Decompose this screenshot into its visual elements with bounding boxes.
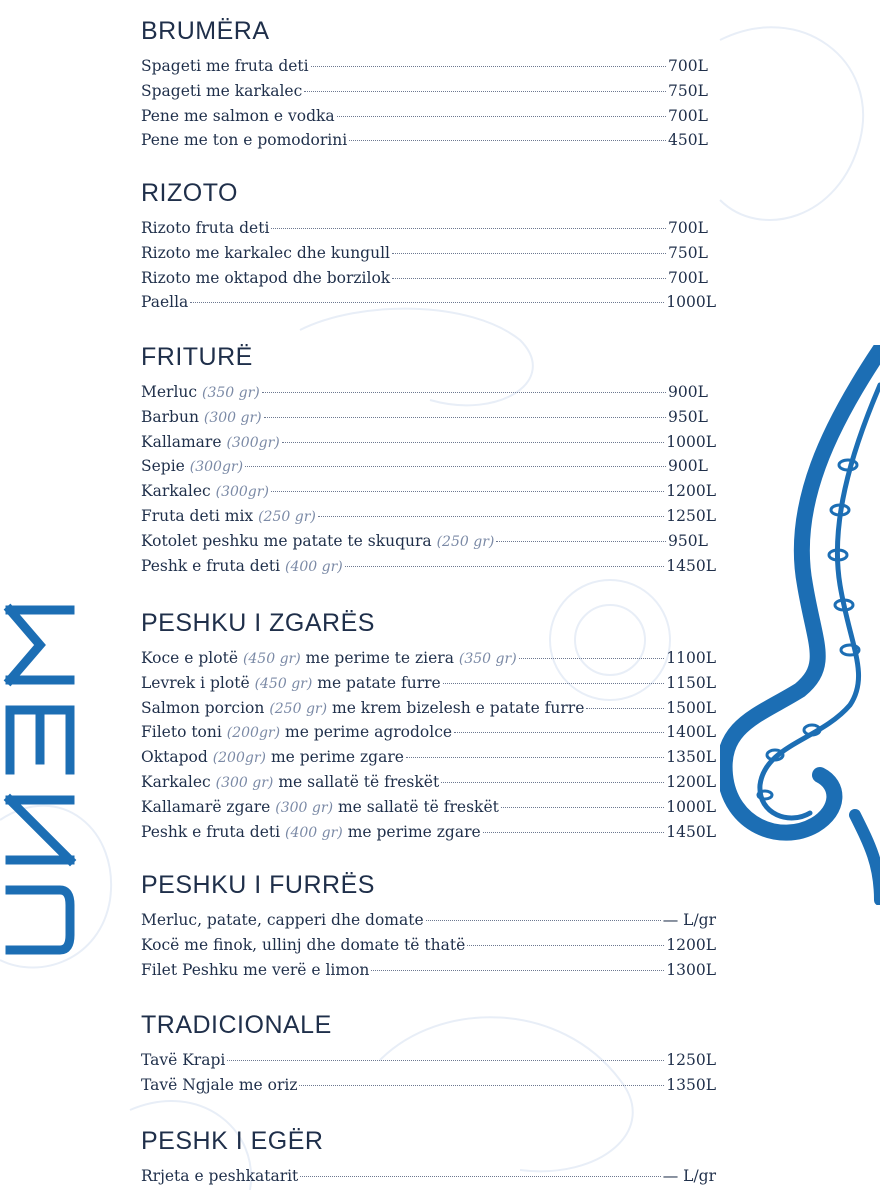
item-name-text: Levrek i plotë [141,673,250,692]
dotted-leader [467,945,664,946]
item-price: 700L [668,219,708,237]
menu-item [141,820,716,845]
menu-item [141,770,716,795]
item-name-text: Rizoto me karkalec dhe kungull [141,243,391,262]
item-name-text: Koce e plotë [141,649,238,667]
item-weight: (250 gr) [258,508,316,525]
item-price: 1000L [666,293,716,312]
section-title: BRUMËRA [141,17,270,45]
item-name [141,696,584,722]
item-description: me perime te ziera [305,649,454,667]
item-price: 1200L [666,935,716,954]
menu-item [141,479,716,504]
item-description: me krem bizelesh e patate furre [332,698,585,717]
dotted-leader [349,140,666,141]
item-name [141,1048,225,1073]
menu-item [141,933,716,958]
item-description: me sallatë të freskët [278,772,440,791]
item-name [141,646,517,672]
item-name-text: Kotolet peshku me patate te skuqura [141,531,432,550]
dotted-leader [227,1060,664,1061]
menu-section [141,340,716,578]
dotted-leader [454,732,664,733]
menu-section [141,176,716,315]
dotted-leader [501,807,664,808]
item-name [141,554,343,580]
vertical-menu-title [0,600,85,1050]
item-weight: (300 gr) [203,409,262,426]
dotted-leader [441,782,664,783]
item-weight: (200gr) [226,725,281,742]
item-name [141,405,262,431]
item-name [141,430,280,456]
item-name-text: Rizoto fruta deti [141,219,270,237]
dotted-leader [264,417,666,418]
item-name [141,820,481,846]
menu-section [141,1008,716,1098]
dotted-leader [318,516,664,517]
menu-item [141,54,716,79]
menu-section [141,606,716,844]
item-name-text: Fruta deti mix [141,506,254,525]
item-price: 450L [668,131,708,150]
menu-item [141,380,716,405]
item-price: 1250L [666,1051,716,1069]
item-name-text: Kallamare [141,432,222,451]
dotted-leader [519,658,665,659]
item-weight: (300gr) [189,459,244,476]
dotted-leader [371,970,664,971]
item-price: 900L [668,457,708,476]
item-name [141,529,494,555]
item-name [141,908,424,933]
item-name-text: Merluc [141,383,198,401]
item-name [141,380,260,406]
menu-item [141,1048,716,1073]
item-description: me perime agrodolce [285,723,453,742]
dotted-leader [282,442,665,443]
item-name [141,216,269,241]
item-price: 1200L [666,482,716,501]
item-price: 750L [668,81,708,100]
menu-item [141,958,716,983]
dotted-leader [299,1085,664,1086]
octopus-tentacle-illustration [720,345,880,905]
item-price: 1150L [666,673,716,692]
dotted-leader [345,566,664,567]
dotted-leader [483,832,665,833]
menu-item [141,720,716,745]
item-price: 1450L [666,556,716,575]
section-title: FRITURË [141,343,253,371]
menu-item [141,216,716,241]
menu-item [141,290,716,315]
item-name-text: Kocë me finok, ullinj dhe domate të thatë [141,935,466,954]
item-name-text: Kallamarë zgare [141,797,271,816]
menu-item [141,1164,716,1189]
section-title: PESHK I EGËR [141,1127,324,1155]
item-name [141,290,188,315]
item-name-text: Karkalec [141,772,211,791]
section-title: PESHKU I FURRËS [141,871,375,899]
menu-item [141,430,716,455]
dotted-leader [304,91,666,92]
item-price: 1300L [666,960,716,979]
item-price: — L/gr [662,911,716,929]
item-name [141,266,390,291]
dotted-leader [300,1176,660,1177]
menu-section [141,1124,716,1189]
dotted-leader [190,302,664,303]
item-name-text: Filet Peshku me verë e limon [141,960,370,979]
menu-item [141,529,716,554]
menu-item [141,671,716,696]
item-description: me perime zgare [270,748,404,767]
item-price: 950L [668,407,708,426]
item-weight: (350 gr) [202,385,260,401]
item-name [141,128,347,153]
section-title: PESHKU I ZGARËS [141,609,375,637]
dotted-leader [262,392,666,393]
item-name-text: Tavë Ngjale me oriz [141,1075,298,1094]
item-price: 1100L [666,649,716,667]
item-price: 700L [668,57,708,75]
item-name-text: Peshk e fruta deti [141,556,281,575]
item-name-text: Pene me salmon e vodka [141,106,335,125]
menu-item [141,795,716,820]
item-price: 1250L [666,506,716,525]
item-price: 1000L [666,432,716,451]
menu-section [141,868,716,982]
item-name-text: Rrjeta e peshkatarit [141,1167,299,1185]
item-price: 1500L [666,698,716,717]
item-name [141,479,269,505]
item-weight: (350 gr) [458,651,517,667]
dotted-leader [311,66,666,67]
item-weight: (450 gr) [242,651,301,667]
item-name-text: Salmon porcion [141,698,265,717]
item-weight: (300 gr) [275,799,334,816]
item-weight: (300gr) [215,484,269,501]
item-name [141,1073,297,1098]
item-name-text: Spageti me fruta deti [141,57,309,75]
dotted-leader [586,708,664,709]
item-name-text: Fileto toni [141,723,222,742]
menu-item [141,405,716,430]
dotted-leader [392,278,666,279]
menu-item [141,504,716,529]
item-name-text: Paella [141,293,189,312]
item-name-text: Oktapod [141,748,208,767]
item-name [141,720,452,746]
menu-item [141,696,716,721]
item-description: me perime zgare [347,822,481,841]
dotted-leader [443,683,665,684]
item-name [141,54,309,79]
item-weight: (400 gr) [285,824,343,841]
item-price: 900L [668,383,708,401]
item-name [141,770,439,796]
item-name-text: Tavë Krapi [141,1051,226,1069]
menu-item [141,241,716,266]
item-name [141,933,465,958]
item-weight: (250 gr) [436,533,495,550]
menu-item [141,908,716,933]
item-price: 950L [668,531,708,550]
section-title: RIZOTO [141,179,238,207]
menu-item [141,646,716,671]
item-description: me patate furre [317,673,441,692]
section-title: TRADICIONALE [141,1011,332,1039]
menu-item [141,454,716,479]
item-description: me sallatë të freskët [337,797,499,816]
dotted-leader [496,541,666,542]
item-name [141,958,369,983]
item-price: 1450L [666,822,716,841]
dotted-leader [271,228,666,229]
item-price: 700L [668,106,708,125]
item-name [141,504,316,530]
item-weight: (200gr) [212,750,266,767]
item-price: 1350L [666,1075,716,1094]
item-name-text: Karkalec [141,482,211,501]
dotted-leader [392,253,666,254]
item-weight: (250 gr) [269,700,328,717]
menu-item [141,745,716,770]
item-weight: (300gr) [226,434,280,451]
item-name [141,241,390,266]
dotted-leader [406,757,664,758]
item-price: 1400L [666,723,716,742]
item-name [141,745,404,771]
item-name-text: Peshk e fruta deti [141,822,281,841]
item-price: 1350L [666,748,716,767]
menu-item [141,1073,716,1098]
item-name-text: Spageti me karkalec [141,81,303,100]
item-weight: (450 gr) [254,675,313,692]
item-price: 700L [668,268,708,287]
item-name-text: Merluc, patate, capperi dhe domate [141,911,424,929]
dotted-leader [271,491,664,492]
dotted-leader [245,466,666,467]
item-name-text: Rizoto me oktapod dhe borzilok [141,268,391,287]
item-price: 1200L [666,772,716,791]
menu-section [141,14,716,153]
item-name [141,104,335,129]
menu-item [141,128,716,153]
menu-item [141,554,716,579]
menu-item [141,79,716,104]
item-name-text: Sepie [141,457,185,476]
item-name [141,1164,298,1189]
item-price: — L/gr [662,1167,716,1185]
item-price: 1000L [666,797,716,816]
item-weight: (300 gr) [215,774,274,791]
item-name [141,79,302,104]
item-price: 750L [668,243,708,262]
item-name [141,671,441,697]
item-name [141,454,243,480]
item-name [141,795,499,821]
item-name-text: Pene me ton e pomodorini [141,131,348,150]
menu-item [141,266,716,291]
menu-item [141,104,716,129]
dotted-leader [426,920,661,921]
dotted-leader [337,116,666,117]
item-weight: (400 gr) [285,558,343,575]
item-name-text: Barbun [141,407,199,426]
